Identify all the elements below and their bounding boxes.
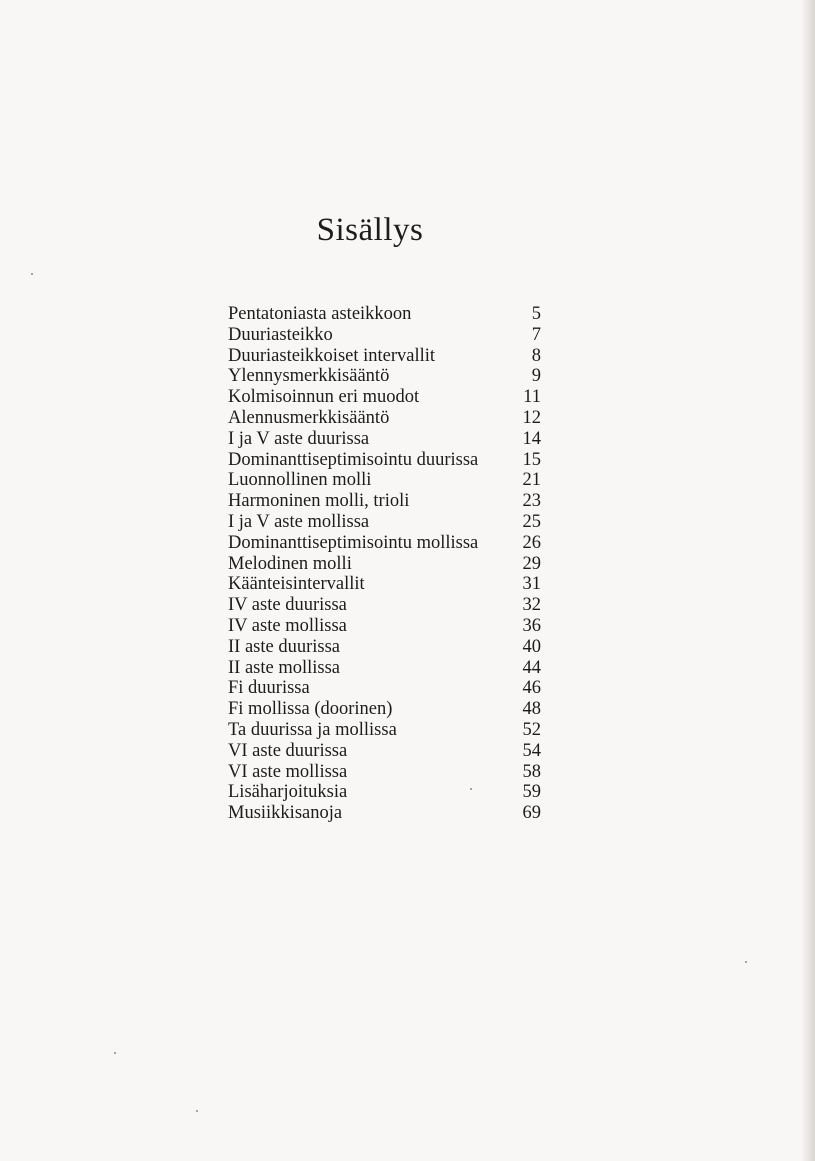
toc-entry-label: Kolmisoinnun eri muodot xyxy=(228,387,420,408)
toc-entry-label: Melodinen molli xyxy=(228,553,352,574)
toc-entry-page-number: 40 xyxy=(522,636,541,657)
toc-entry xyxy=(228,512,541,533)
toc-entry-label: I ja V aste mollissa xyxy=(228,511,370,532)
toc-entry xyxy=(228,574,541,595)
toc-entry-page-number: 54 xyxy=(522,740,541,761)
toc-entry-page-number: 29 xyxy=(522,553,541,574)
toc-entry-page-number: 14 xyxy=(522,428,541,449)
toc-entry-page-number: 7 xyxy=(531,324,541,345)
toc-entry xyxy=(228,658,541,679)
toc-entry-page-number: 5 xyxy=(531,304,541,324)
toc-entry-page-number: 69 xyxy=(522,803,541,824)
toc-entry-page-number: 59 xyxy=(522,782,541,803)
toc-entry-page-number: 36 xyxy=(522,615,541,636)
toc-entry-page-number: 8 xyxy=(531,345,541,366)
toc-entry-label: VI aste mollissa xyxy=(228,761,348,782)
toc-entry-page-number: 31 xyxy=(522,574,541,595)
toc-entry-page-number: 9 xyxy=(531,366,541,387)
toc-entry xyxy=(228,720,541,741)
page-edge-shadow xyxy=(801,0,815,1161)
toc-entry-page-number: 25 xyxy=(522,511,541,532)
toc-entry-label: Ta duurissa ja mollissa xyxy=(228,719,397,740)
toc-entry-label: Ylennysmerkkisääntö xyxy=(228,366,390,387)
toc-entry-label: Dominanttiseptimisointu duurissa xyxy=(228,449,479,470)
toc-entry xyxy=(228,450,541,471)
toc-entry-label: II aste mollissa xyxy=(228,657,341,678)
toc-entry-label: Musiikkisanoja xyxy=(228,803,343,824)
toc-entry-label: I ja V aste duurissa xyxy=(228,428,370,449)
toc-entry xyxy=(228,762,541,783)
toc-entry-label: Fi duurissa xyxy=(228,678,310,699)
toc-entry xyxy=(228,470,541,491)
toc-entry xyxy=(228,678,541,699)
toc-entry-page-number: 44 xyxy=(522,657,541,678)
toc-entry-page-number: 21 xyxy=(522,470,541,491)
toc-entry-page-number: 11 xyxy=(523,387,541,408)
scan-speck xyxy=(196,1110,198,1112)
toc-entry-label: VI aste duurissa xyxy=(228,740,348,761)
toc-entry-label: II aste duurissa xyxy=(228,636,340,657)
toc-entry xyxy=(228,429,541,450)
toc-entry xyxy=(228,741,541,762)
toc-entry xyxy=(228,387,541,408)
table-of-contents xyxy=(228,304,541,824)
toc-entry xyxy=(228,595,541,616)
toc-entry-label: Lisäharjoituksia xyxy=(228,782,348,803)
toc-entry xyxy=(228,346,541,367)
toc-entry xyxy=(228,616,541,637)
toc-entry xyxy=(228,533,541,554)
toc-entry-page-number: 12 xyxy=(522,407,541,428)
toc-entry xyxy=(228,366,541,387)
scan-speck xyxy=(114,1052,116,1054)
scan-speck xyxy=(745,961,747,963)
toc-entry-page-number: 23 xyxy=(522,491,541,512)
toc-entry xyxy=(228,803,541,824)
toc-entry xyxy=(228,408,541,429)
toc-entry-label: Harmoninen molli, trioli xyxy=(228,491,410,512)
toc-entry-label: Duuriasteikko xyxy=(228,324,333,345)
toc-entry xyxy=(228,491,541,512)
page-title: Sisällys xyxy=(316,212,424,248)
toc-entry-page-number: 48 xyxy=(522,699,541,720)
scan-speck xyxy=(470,788,472,790)
scan-speck xyxy=(31,273,33,275)
toc-entry-page-number: 26 xyxy=(522,532,541,553)
toc-entry xyxy=(228,325,541,346)
toc-entry-label: Alennusmerkkisääntö xyxy=(228,407,390,428)
toc-entry-page-number: 15 xyxy=(522,449,541,470)
toc-entry xyxy=(228,782,541,803)
toc-entry-label: Dominanttiseptimisointu mollissa xyxy=(228,532,479,553)
toc-entry xyxy=(228,637,541,658)
toc-entry-label: IV aste mollissa xyxy=(228,615,347,636)
toc-entry-label: Luonnollinen molli xyxy=(228,470,372,491)
toc-entry-label: Pentatoniasta asteikkoon xyxy=(228,304,412,324)
toc-entry xyxy=(228,699,541,720)
toc-entry xyxy=(228,304,541,325)
toc-entry-page-number: 58 xyxy=(522,761,541,782)
toc-entry-label: IV aste duurissa xyxy=(228,595,347,616)
toc-entry-label: Käänteisintervallit xyxy=(228,574,365,595)
toc-entry-page-number: 46 xyxy=(522,678,541,699)
toc-entry-label: Fi mollissa (doorinen) xyxy=(228,699,393,720)
toc-entry-page-number: 52 xyxy=(522,719,541,740)
toc-entry xyxy=(228,554,541,575)
toc-entry-label: Duuriasteikkoiset intervallit xyxy=(228,345,436,366)
toc-entry-page-number: 32 xyxy=(522,595,541,616)
